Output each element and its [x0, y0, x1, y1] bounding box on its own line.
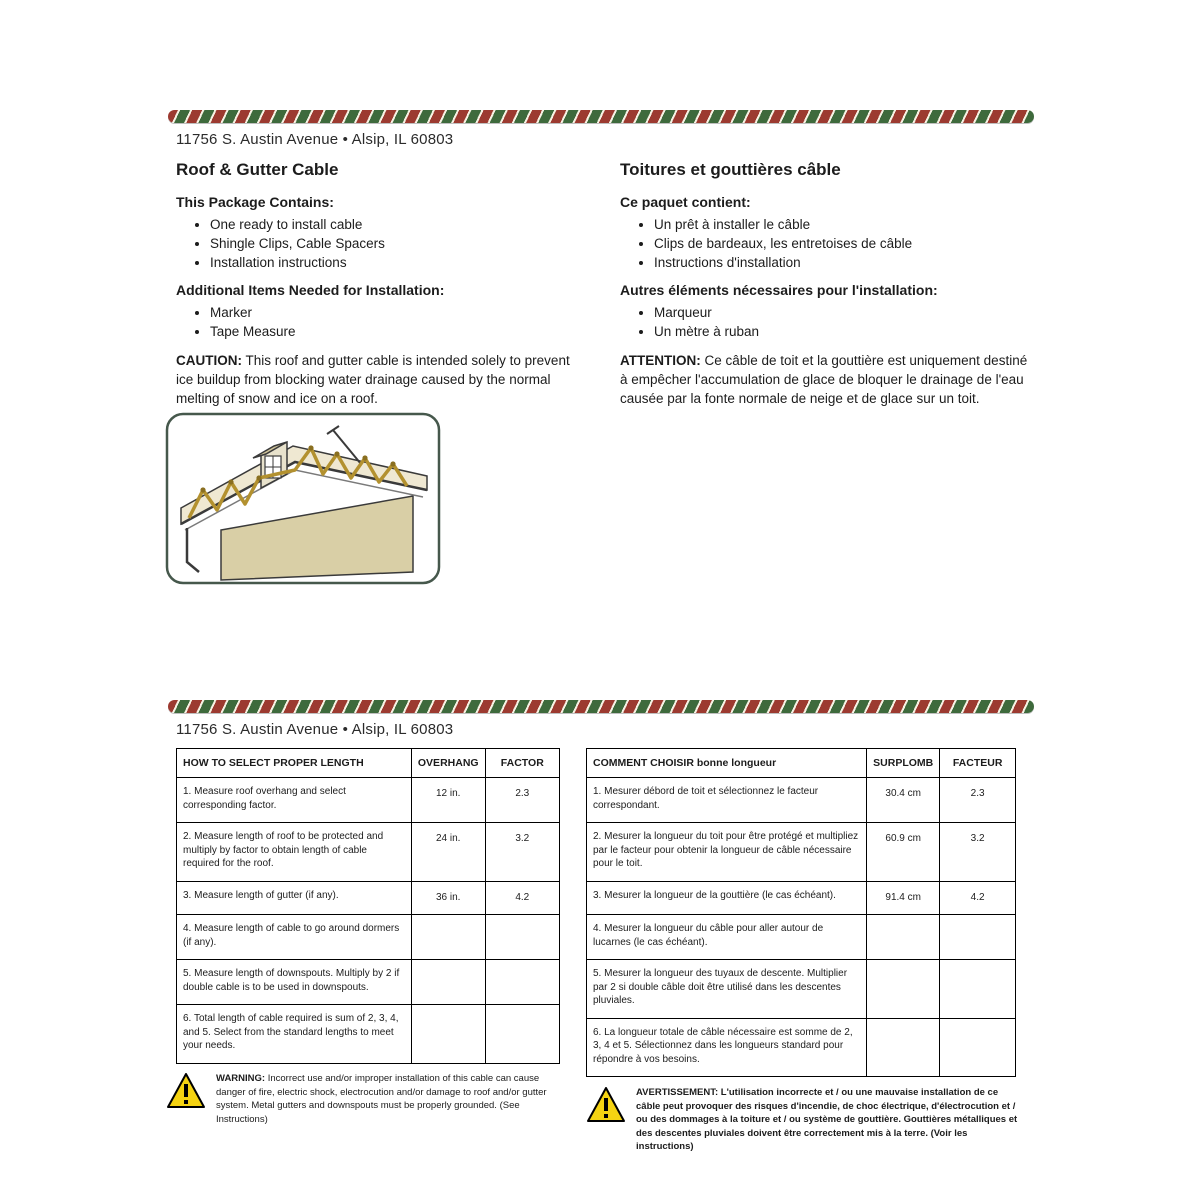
- overhang-value: [411, 1005, 485, 1064]
- factor-value: [485, 1005, 559, 1064]
- french-column: [620, 160, 1034, 408]
- additional-items-heading: Additional Items Needed for Installation:: [176, 282, 445, 298]
- facteur-value: [940, 960, 1016, 1019]
- step-text: 1. Mesurer débord de toit et sélectionnez le facteur correspondant.: [587, 778, 867, 823]
- list-item: • Marker: [210, 303, 584, 322]
- surplomb-value: 30.4 cm: [867, 778, 940, 823]
- surplomb-value: [867, 960, 940, 1019]
- length-selection-table-fr: [586, 748, 1016, 1077]
- factor-value: [485, 960, 559, 1005]
- step-text: 6. La longueur totale de câble nécessaire est somme de 2, 3, 4 et 5. Sélectionnez dans les longueurs standard pour répondre à vos besoins.: [587, 1018, 867, 1077]
- overhang-value: [411, 960, 485, 1005]
- list-item: • Instructions d'installation: [654, 253, 1034, 272]
- warning-label: WARNING:: [216, 1073, 266, 1084]
- surplomb-value: [867, 1018, 940, 1077]
- col-header-overhang: OVERHANG: [411, 749, 485, 778]
- step-text: 5. Mesurer la longueur des tuyaux de descente. Multiplier par 2 si double câble doit être utilisé dans les descentes pluviales.: [587, 960, 867, 1019]
- address-line-2: 11756 S. Austin Avenue • Alsip, IL 60803: [176, 721, 454, 738]
- attention-text: Ce câble de toit et la gouttière est uniquement destiné à empêcher l'accumulation de glace de bloquer le drainage de l'eau causée par la fonte normale de neige et de glace sur un toit.: [620, 353, 1028, 406]
- facteur-value: 4.2: [940, 881, 1016, 915]
- factor-value: [485, 915, 559, 960]
- surplomb-value: [867, 915, 940, 960]
- warning-text-fr: [636, 1086, 1022, 1154]
- step-text: 4. Measure length of cable to go around dormers (if any).: [177, 915, 412, 960]
- factor-value: 2.3: [485, 778, 559, 823]
- table-row: [587, 960, 1016, 1019]
- list-item: • Un prêt à installer le câble: [654, 215, 1034, 234]
- package-contains-heading: This Package Contains:: [176, 194, 334, 210]
- warning-block-fr: [586, 1086, 1022, 1154]
- table-header-row: [177, 749, 560, 778]
- list-item: • Clips de bardeaux, les entretoises de câble: [654, 234, 1034, 253]
- col-header-description-fr: COMMENT CHOISIR bonne longueur: [587, 749, 867, 778]
- overhang-value: 12 in.: [411, 778, 485, 823]
- additional-items-list: [210, 303, 584, 341]
- surplomb-value: 60.9 cm: [867, 823, 940, 882]
- facteur-value: [940, 1018, 1016, 1077]
- table-row: [177, 960, 560, 1005]
- address-line: 11756 S. Austin Avenue • Alsip, IL 60803: [176, 131, 454, 148]
- additional-items-heading-fr: Autres éléments nécessaires pour l'installation:: [620, 282, 938, 298]
- step-text: 5. Measure length of downspouts. Multiply by 2 if double cable is to be used in downspouts.: [177, 960, 412, 1005]
- warning-triangle-icon: [586, 1086, 626, 1129]
- list-item: • Un mètre à ruban: [654, 322, 1034, 341]
- english-column: [176, 160, 584, 408]
- table-row: [177, 1005, 560, 1064]
- surplomb-value: 91.4 cm: [867, 881, 940, 915]
- package-contains-heading-fr: Ce paquet contient:: [620, 194, 751, 210]
- col-header-description: HOW TO SELECT PROPER LENGTH: [177, 749, 412, 778]
- table-row: [587, 881, 1016, 915]
- step-text: 2. Mesurer la longueur du toit pour être protégé et multipliez par le facteur pour obtenir la longueur de câble nécessaire pour le toit.: [587, 823, 867, 882]
- package-contents-list: [210, 215, 584, 272]
- attention-paragraph: [620, 351, 1034, 408]
- roof-illustration: [165, 412, 441, 585]
- length-selection-table-en: [176, 748, 560, 1064]
- warning-body: Incorrect use and/or improper installation of this cable can cause danger of fire, electric shock, electrocution and/or damage to roof and/or gutter system. Metal gutters and downspouts must be properly grounded. (See Instructions): [216, 1073, 547, 1125]
- table-row: [587, 915, 1016, 960]
- col-header-facteur: FACTEUR: [940, 749, 1016, 778]
- step-text: 2. Measure length of roof to be protected and multiply by factor to obtain length of cable required for the roof.: [177, 823, 412, 882]
- warning-block-en: [166, 1072, 568, 1126]
- list-item: • One ready to install cable: [210, 215, 584, 234]
- additional-items-list-fr: [654, 303, 1034, 341]
- table-row: [177, 881, 560, 915]
- table-row: [177, 915, 560, 960]
- list-item: • Tape Measure: [210, 322, 584, 341]
- warning-label-fr: AVERTISSEMENT:: [636, 1087, 719, 1098]
- table-row: [587, 778, 1016, 823]
- table-row: [177, 778, 560, 823]
- rope-border-bottom: [168, 700, 1034, 713]
- list-item: • Marqueur: [654, 303, 1034, 322]
- page-title: Roof & Gutter Cable: [176, 160, 339, 179]
- rope-border-top: [168, 110, 1034, 123]
- facteur-value: 2.3: [940, 778, 1016, 823]
- caution-paragraph: [176, 351, 584, 408]
- warning-triangle-icon: [166, 1072, 206, 1115]
- package-contents-list-fr: [654, 215, 1034, 272]
- page-title-fr: Toitures et gouttières câble: [620, 160, 841, 179]
- factor-value: 3.2: [485, 823, 559, 882]
- caution-label: CAUTION:: [176, 353, 242, 368]
- warning-body-fr: L'utilisation incorrecte et / ou une mauvaise installation de ce câble peut provoquer des risques d'incendie, de choc électrique, d'électrocution et / ou des dommages à la toiture et / ou système de gouttière. Gouttières métalliques et des descentes pluviales doivent être correctement mis à la terre. (Voir les instructions): [636, 1087, 1018, 1152]
- col-header-factor: FACTOR: [485, 749, 559, 778]
- facteur-value: [940, 915, 1016, 960]
- step-text: 3. Mesurer la longueur de la gouttière (le cas échéant).: [587, 881, 867, 915]
- step-text: 6. Total length of cable required is sum of 2, 3, 4, and 5. Select from the standard lengths to meet your needs.: [177, 1005, 412, 1064]
- step-text: 4. Mesurer la longueur du câble pour aller autour de lucarnes (le cas échéant).: [587, 915, 867, 960]
- attention-label: ATTENTION:: [620, 353, 701, 368]
- table-header-row: [587, 749, 1016, 778]
- list-item: • Installation instructions: [210, 253, 584, 272]
- table-row: [587, 823, 1016, 882]
- step-text: 3. Measure length of gutter (if any).: [177, 881, 412, 915]
- col-header-surplomb: SURPLOMB: [867, 749, 940, 778]
- overhang-value: 24 in.: [411, 823, 485, 882]
- warning-text: [216, 1072, 568, 1126]
- list-item: • Shingle Clips, Cable Spacers: [210, 234, 584, 253]
- overhang-value: [411, 915, 485, 960]
- caution-text: This roof and gutter cable is intended solely to prevent ice buildup from blocking water drainage caused by the normal melting of snow and ice on a roof.: [176, 353, 570, 406]
- step-text: 1. Measure roof overhang and select corresponding factor.: [177, 778, 412, 823]
- factor-value: 4.2: [485, 881, 559, 915]
- table-row: [177, 823, 560, 882]
- overhang-value: 36 in.: [411, 881, 485, 915]
- table-row: [587, 1018, 1016, 1077]
- facteur-value: 3.2: [940, 823, 1016, 882]
